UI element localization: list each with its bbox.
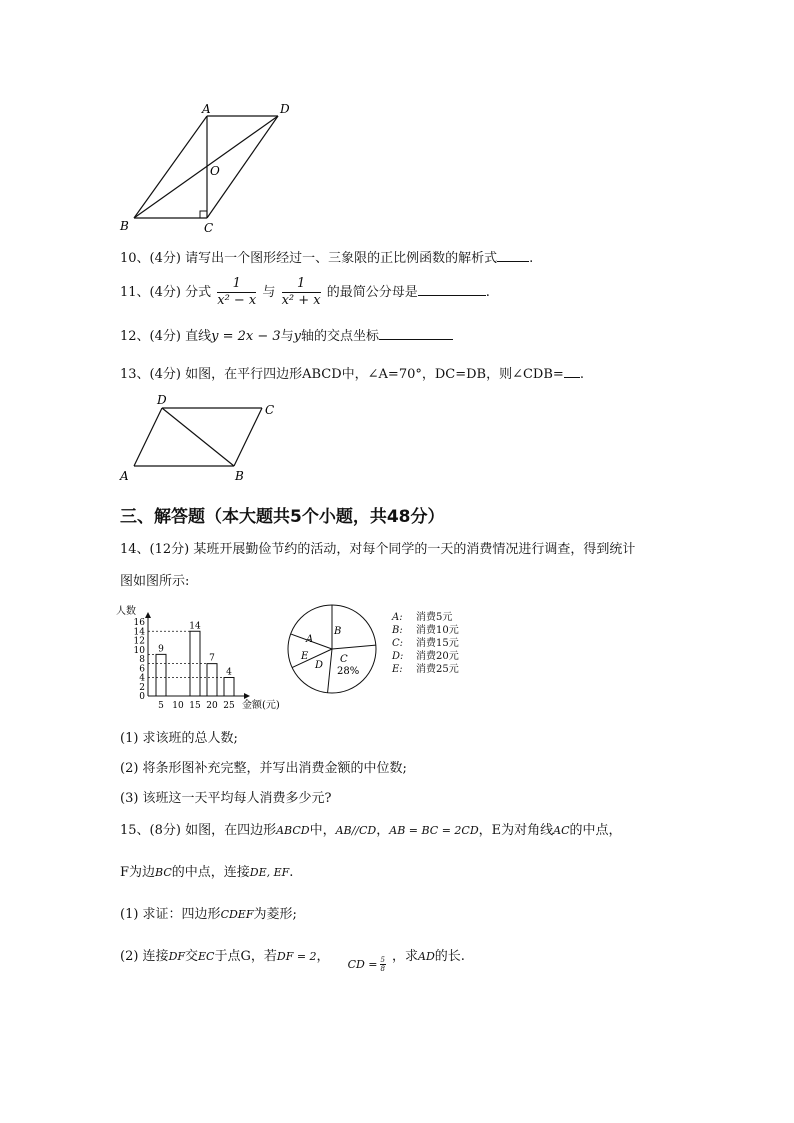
x-axis-label: 金额(元) xyxy=(242,700,280,711)
text: 15、(8分) 如图，在四边形 xyxy=(120,823,277,838)
legend-item xyxy=(392,611,459,624)
question-14-sub-3: (3) 该班这一天平均每人消费多少元? xyxy=(120,791,332,806)
legend-key: D: xyxy=(392,651,404,662)
pie-slice-label: E xyxy=(301,651,309,662)
legend-text: 消费5元 xyxy=(416,612,453,623)
question-14-line-1: 14、(12分) 某班开展勤俭节约的活动，对每个同学的一天的消费情况进行调查，得到统计 xyxy=(120,542,636,557)
x-tick-label: 25 xyxy=(223,701,235,711)
pie-slice-label: D xyxy=(315,660,324,671)
question-12 xyxy=(120,326,453,346)
bar xyxy=(190,631,200,696)
label-B: B xyxy=(120,219,129,233)
math: BC xyxy=(155,866,172,879)
math: AD xyxy=(418,950,435,963)
y-tick-label: 16 xyxy=(133,618,145,628)
legend-text: 消费20元 xyxy=(416,651,459,662)
label-D: D xyxy=(157,393,167,407)
pie-slice-percent: 28% xyxy=(337,666,360,677)
text: (1) 求证：四边形 xyxy=(120,907,221,922)
question-15-sub-1 xyxy=(120,906,297,924)
answer-blank[interactable] xyxy=(564,364,580,378)
y-tick-label: 8 xyxy=(139,655,145,665)
text: ， xyxy=(316,949,330,964)
legend-key: B: xyxy=(392,625,403,636)
label-B: B xyxy=(235,469,244,483)
pie-slice-label: A xyxy=(306,634,314,645)
question-15-line-1 xyxy=(120,822,622,840)
bar-value-label: 14 xyxy=(189,621,201,632)
question-13-tail: . xyxy=(579,367,584,382)
x-tick-label: 20 xyxy=(206,701,218,711)
legend-text: 消费15元 xyxy=(416,638,459,649)
question-13 xyxy=(120,364,584,384)
fraction-2-numerator: 1 xyxy=(282,276,321,293)
y-axis-arrow xyxy=(145,612,151,618)
figure-parallelogram-2 xyxy=(112,390,292,486)
x-tick-label: 15 xyxy=(189,701,201,711)
question-14-sub-1: (1) 求该班的总人数; xyxy=(120,731,238,746)
math: DE, EF xyxy=(249,866,290,879)
fraction-1 xyxy=(217,276,256,309)
legend-key: A: xyxy=(392,612,403,623)
math: CDEF xyxy=(220,908,254,921)
bar xyxy=(207,664,217,696)
question-15-line-2 xyxy=(120,864,293,882)
question-10 xyxy=(120,248,533,268)
answer-blank[interactable] xyxy=(379,326,453,340)
pie-slice-label: B xyxy=(334,626,342,637)
bar-value-label: 4 xyxy=(226,667,232,678)
legend-item xyxy=(392,624,459,637)
question-11-tail: . xyxy=(485,285,490,300)
question-14-line-2: 图如图所示: xyxy=(120,574,190,589)
text: 交 xyxy=(185,949,199,964)
label-A: A xyxy=(120,469,129,483)
y-tick-label: 14 xyxy=(133,627,145,638)
label-C: C xyxy=(265,403,275,417)
bar-value-label: 7 xyxy=(209,653,215,664)
figure-parallelogram-1 xyxy=(110,98,300,238)
bar-chart xyxy=(112,602,287,714)
text: ，求 xyxy=(391,949,418,964)
line-equation: y = 2x − 3 xyxy=(211,329,281,344)
x-tick-label: 10 xyxy=(172,701,184,711)
legend-item xyxy=(392,663,459,676)
math: DF = 2 xyxy=(276,950,317,963)
answer-blank[interactable] xyxy=(497,248,529,262)
text: 中， xyxy=(309,823,336,838)
y-tick-label: 4 xyxy=(139,673,145,684)
math: CD = xyxy=(347,958,378,971)
math: AC xyxy=(553,824,570,837)
question-10-text: 10、(4分) 请写出一个图形经过一、三象限的正比例函数的解析式 xyxy=(120,251,498,266)
fraction-2-denominator: x² + x xyxy=(281,293,321,308)
legend-key: C: xyxy=(392,638,404,649)
text: ，E为对角线 xyxy=(478,823,554,838)
text: 为菱形; xyxy=(253,907,297,922)
question-12-prefix: 12、(4分) 直线 xyxy=(120,329,212,344)
y-tick-label: 6 xyxy=(139,664,145,675)
answer-blank[interactable] xyxy=(418,282,486,296)
legend-text: 消费10元 xyxy=(416,625,459,636)
question-11-suffix: 的最简公分母是 xyxy=(326,285,418,300)
fraction-cd xyxy=(380,956,386,973)
math: AB//CD xyxy=(335,824,377,837)
legend-text: 消费25元 xyxy=(416,664,459,675)
pie-slice-label: C xyxy=(340,654,348,665)
fraction-1-numerator: 1 xyxy=(217,276,256,293)
math: EC xyxy=(198,950,215,963)
question-11-prefix: 11、(4分) 分式 xyxy=(120,285,212,300)
bar-value-label: 9 xyxy=(158,644,164,655)
x-tick-label: 5 xyxy=(158,701,164,711)
question-11-mid: 与 xyxy=(262,285,276,300)
text: ， xyxy=(376,823,390,838)
y-tick-label: 10 xyxy=(133,645,145,656)
y-tick-label: 12 xyxy=(133,636,145,647)
math: ABCD xyxy=(276,824,310,837)
question-12-mid: 与 xyxy=(280,329,294,344)
question-12-suffix: 轴的交点坐标 xyxy=(301,329,380,344)
y-tick-label: 2 xyxy=(139,682,145,693)
legend-item xyxy=(392,650,459,663)
bar xyxy=(224,678,234,697)
y-axis-label: 人数 xyxy=(116,606,136,617)
math: AB = BC = 2CD xyxy=(389,824,479,837)
label-O: O xyxy=(210,164,220,178)
pie-legend xyxy=(392,611,459,676)
fraction-1-denominator: x² − x xyxy=(217,293,257,308)
question-13-text: 13、(4分) 如图，在平行四边形ABCD中，∠A=70°，DC=DB，则∠CDB= xyxy=(120,367,564,382)
pie-chart xyxy=(284,604,384,696)
legend-item xyxy=(392,637,459,650)
question-15-sub-2 xyxy=(120,948,465,973)
text: 的中点， xyxy=(569,823,622,838)
question-10-tail: . xyxy=(529,251,534,266)
text: (2) 连接 xyxy=(120,949,169,964)
text: 于点G，若 xyxy=(214,949,277,964)
label-A: A xyxy=(202,102,211,116)
fraction-2 xyxy=(282,276,321,309)
y-tick-label: 0 xyxy=(139,692,145,702)
section-heading: 三、解答题（本大题共5个小题，共48分） xyxy=(120,507,445,527)
numerator: 5 xyxy=(380,956,385,964)
x-axis-arrow xyxy=(244,693,250,699)
text: 的中点，连接 xyxy=(171,865,250,880)
text: 的长. xyxy=(434,949,465,964)
label-C: C xyxy=(204,221,214,235)
denominator: 8 xyxy=(380,965,385,973)
legend-key: E: xyxy=(392,664,403,675)
math: DF xyxy=(168,950,186,963)
label-D: D xyxy=(280,102,290,116)
axis-name: y xyxy=(293,329,302,344)
question-14-sub-2: (2) 将条形图补充完整，并写出消费金额的中位数; xyxy=(120,761,407,776)
bar xyxy=(156,654,166,696)
question-11 xyxy=(120,276,490,309)
text: F为边 xyxy=(120,865,156,880)
text: . xyxy=(289,865,294,880)
